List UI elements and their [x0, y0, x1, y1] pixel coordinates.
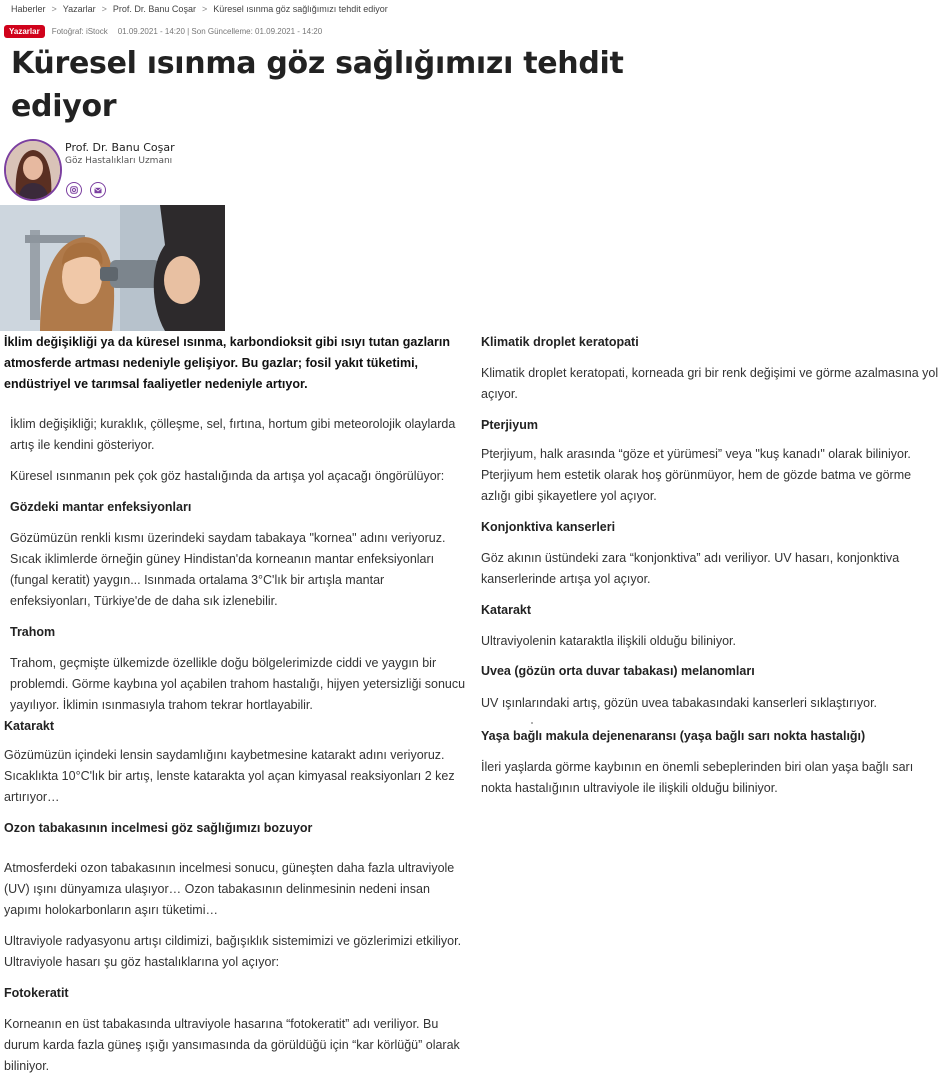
- category-badge[interactable]: Yazarlar: [4, 25, 45, 38]
- paragraph: UV ışınlarındaki artış, gözün uvea tabakasındaki kanserleri sıklaştırıyor.: [481, 696, 878, 710]
- instagram-icon[interactable]: [66, 182, 82, 198]
- article-image: [0, 205, 225, 331]
- paragraph: Gözümüzün içindeki lensin saydamlığını kaybetmesine katarakt adını veriyoruz. Sıcaklıkta 10°C'lık bir artış, lenste katarakta yol açan kimyasal reaksiyonları 2 kez artırıyor…: [4, 748, 455, 804]
- breadcrumb-separator: >: [201, 4, 208, 14]
- paragraph: Ultraviyole radyasyonu artışı cildimizi, bağışıklık sistemimizi ve gözlerimizi etkiliyor. Ultraviyole hasarı şu göz hastalıklarına yol açıyor:: [4, 934, 462, 969]
- paragraph: Klimatik droplet keratopati, korneada gri bir renk değişimi ve görme azalmasına yol açıyor.: [481, 366, 939, 401]
- section-heading: Pterjiyum: [481, 418, 538, 432]
- section-heading: Katarakt: [4, 719, 55, 733]
- section-heading: Klimatik droplet keratopati: [481, 335, 639, 349]
- section-heading: Konjonktiva kanserleri: [481, 520, 616, 534]
- photo-credit: Fotoğraf: iStock: [51, 27, 108, 36]
- mail-icon[interactable]: [90, 182, 106, 198]
- paragraph: Atmosferdeki ozon tabakasının incelmesi sonucu, güneşten daha fazla ultraviyole (UV) ışını dünyamıza ulaşıyor… Ozon tabakasının delinmesinin nedeni insan yapımı holokarbonların aşırı tüketimi…: [4, 861, 455, 917]
- breadcrumb-separator: >: [51, 4, 57, 14]
- section-heading: Gözdeki mantar enfeksiyonları: [10, 500, 192, 514]
- section-heading: Uvea (gözün orta duvar tabakası) melanomları: [481, 664, 755, 678]
- breadcrumb-current: Küresel ısınma göz sağlığımızı tehdit ediyor: [213, 4, 388, 14]
- avatar[interactable]: [4, 139, 62, 201]
- breadcrumb-author[interactable]: Prof. Dr. Banu Coşar: [112, 4, 196, 14]
- section-heading: Fotokeratit: [4, 986, 69, 1000]
- left-section-intro: [10, 414, 468, 716]
- breadcrumb-home[interactable]: Haberler: [11, 4, 46, 14]
- paragraph: Küresel ısınmanın pek çok göz hastalığında da artışa yol açacağı öngörülüyor:: [10, 469, 445, 483]
- lead-text: İklim değişikliği ya da küresel ısınma, karbondioksit gibi ısıyı tutan gazların atmosferde artması nedeniyle gelişiyor. Bu gazlar; fosil yakıt tüketimi, endüstriyel ve tarımsal faaliyetler nedeniyle artıyor.: [4, 335, 450, 391]
- breadcrumb-authors[interactable]: Yazarlar: [62, 4, 96, 14]
- article-meta: [4, 25, 322, 38]
- page-title: Küresel ısınma göz sağlığımızı tehdit ediyor: [11, 46, 624, 124]
- paragraph: İklim değişikliği; kuraklık, çölleşme, sel, fırtına, hortum gibi meteorolojik olaylarda artış ile kendini gösteriyor.: [10, 417, 456, 452]
- paragraph: Korneanın en üst tabakasında ultraviyole hasarına “fotokeratit” adı veriliyor. Bu durum karda fazla güneş ışığı yansımasında da görüldüğü için “kar körlüğü” olarak biliniyor.: [4, 1017, 460, 1073]
- section-heading: Ozon tabakasının incelmesi göz sağlığımızı bozuyor: [4, 821, 313, 835]
- author-title: Göz Hastalıkları Uzmanı: [65, 156, 173, 166]
- breadcrumb: [11, 4, 388, 14]
- left-section-main: [4, 716, 464, 1077]
- divider-dot: [531, 722, 533, 724]
- paragraph: İleri yaşlarda görme kaybının en önemli sebeplerinden biri olan yaşa bağlı sarı nokta hastalığının ultraviyole ile ilişkili olduğu biliniyor.: [481, 760, 914, 795]
- author-name[interactable]: Prof. Dr. Banu Coşar: [65, 141, 175, 154]
- right-column: [481, 332, 941, 799]
- lead-paragraph: [4, 332, 476, 395]
- paragraph: Ultraviyolenin kataraktla ilişkili olduğu biliniyor.: [481, 634, 736, 648]
- section-heading: Trahom: [10, 625, 56, 639]
- paragraph: Trahom, geçmişte ülkemizde özellikle doğu bölgelerimizde ciddi ve yaygın bir problemdi. Görme kaybına yol açabilen trahom hastalığı, hijyen yetersizliği sonucu yayılıyor. İklimin ısınmasıyla trahom tekrar hortlayabilir.: [10, 656, 466, 712]
- paragraph: Gözümüzün renkli kısmı üzerindeki saydam tabakaya "kornea" adını veriyoruz. Sıcak iklimlerde örneğin güney Hindistan'da korneanın mantar enfeksiyonları (fungal keratit) yaygın... Isınmada ortalama 3°C'lık bir artışla mantar enfeksiyonları, Türkiye'de de daha sık izlenebilir.: [10, 531, 446, 608]
- section-heading: Yaşa bağlı makula dejenenaransı (yaşa bağlı sarı nokta hastalığı): [481, 729, 866, 743]
- paragraph: Pterjiyum, halk arasında “göze et yürümesi” veya "kuş kanadı" olarak biliniyor. Pterjiyum hem estetik olarak hoş görünmüyor, hem de gözde batma ve görme azlığı gibi şikayetlere yol açıyor.: [481, 447, 912, 503]
- author-photo: [6, 141, 60, 199]
- publish-dates: 01.09.2021 - 14:20 | Son Güncelleme: 01.09.2021 - 14:20: [117, 27, 323, 36]
- breadcrumb-separator: >: [101, 4, 107, 14]
- section-heading: Katarakt: [481, 603, 532, 617]
- paragraph: Göz akının üstündeki zara “konjonktiva” adı veriliyor. UV hasarı, konjonktiva kanserlerinde artışa yol açıyor.: [481, 551, 900, 586]
